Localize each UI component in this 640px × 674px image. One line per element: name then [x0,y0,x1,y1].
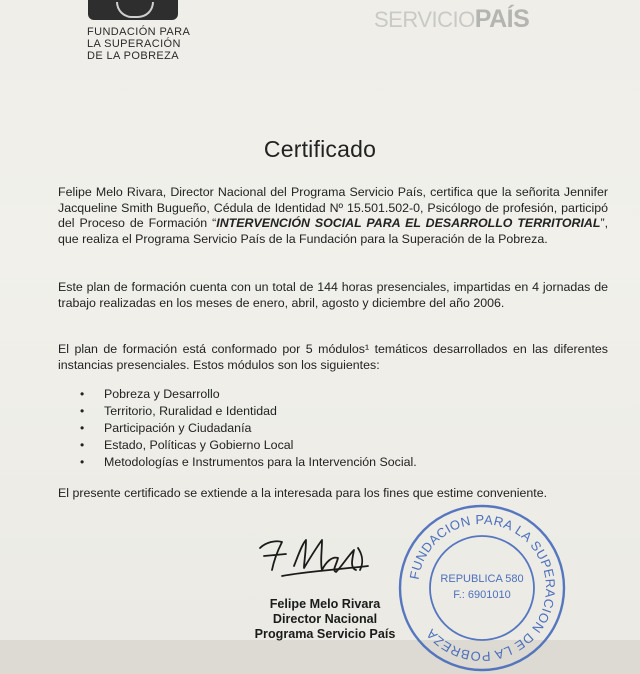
stamp-phone: F.: 6901010 [453,589,511,601]
list-item [80,403,417,420]
list-item [80,437,417,454]
list-item [80,386,417,403]
org-name-line-1: FUNDACIÓN PARA [87,26,191,38]
hours-paragraph: Este plan de formación cuenta con un total de 144 horas presenciales, impartidas en 4 jornadas de trabajo realizadas en los meses de enero, abril, agosto y diciembre del año 2006. [58,280,608,310]
list-item [80,454,417,471]
paragraph-text-end: ”, que realiza el Programa Servicio País de la Fundación para la Superación de la Pobreza. [58,216,609,246]
org-name-line-2: LA SUPERACIÓN [87,38,181,50]
bullet-icon: • [80,387,85,401]
bullet-icon: • [80,404,85,418]
bullet-icon: • [80,438,85,452]
signatory-name: Felipe Melo Rivara [269,597,381,611]
module-label: Territorio, Ruralidad e Identidad [104,404,277,418]
handwritten-signature [252,526,382,596]
logo-word-pais: PAÍS [474,5,530,33]
logo-word-servicio: SERVICIO [374,7,475,32]
paragraph-text-start: Felipe Melo Rivara, Director Nacional del Programa Servicio País, certifica que la señorita Jennifer Jacqueline Smith Bugueño, Cédula de Identidad Nº 15.501.502-0, Psicólogo de profesión, participó del Proceso de Formación “ [58,185,608,230]
program-name-emphasis: INTERVENCIÓN SOCIAL PARA EL DESARROLLO TERRITORIAL [216,216,601,230]
list-item [80,420,417,437]
organization-stamp [396,502,568,674]
signatory-position: Director Nacional [272,612,378,626]
stamp-address: REPUBLICA 580 [440,573,524,585]
certificate-title: Certificado [263,136,377,162]
module-label: Participación y Ciudadanía [104,421,252,435]
module-label: Metodologías e Instrumentos para la Intervención Social. [104,455,417,469]
bullet-icon: • [80,421,85,435]
stamp-ring-text: FUNDACION PARA LA SUPERACION DE LA POBREZA [406,511,559,665]
modules-intro-paragraph: El plan de formación está conformado por 5 módulos¹ temáticos desarrollados en las diferentes instancias presenciales. Estos módulos son los siguientes: [58,342,608,372]
module-label: Estado, Políticas y Gobierno Local [104,438,294,452]
bullet-icon: • [80,455,85,469]
closing-paragraph: El presente certificado se extiende a la interesada para los fines que estime conveniente. [58,486,548,500]
certification-paragraph [58,185,608,247]
module-label: Pobreza y Desarrollo [104,387,220,401]
fundacion-logo-icon [88,0,178,20]
modules-list [80,386,417,471]
servicio-pais-logo [374,6,529,33]
signatory-program: Programa Servicio País [254,627,396,641]
org-name-line-3: DE LA POBREZA [87,50,180,62]
